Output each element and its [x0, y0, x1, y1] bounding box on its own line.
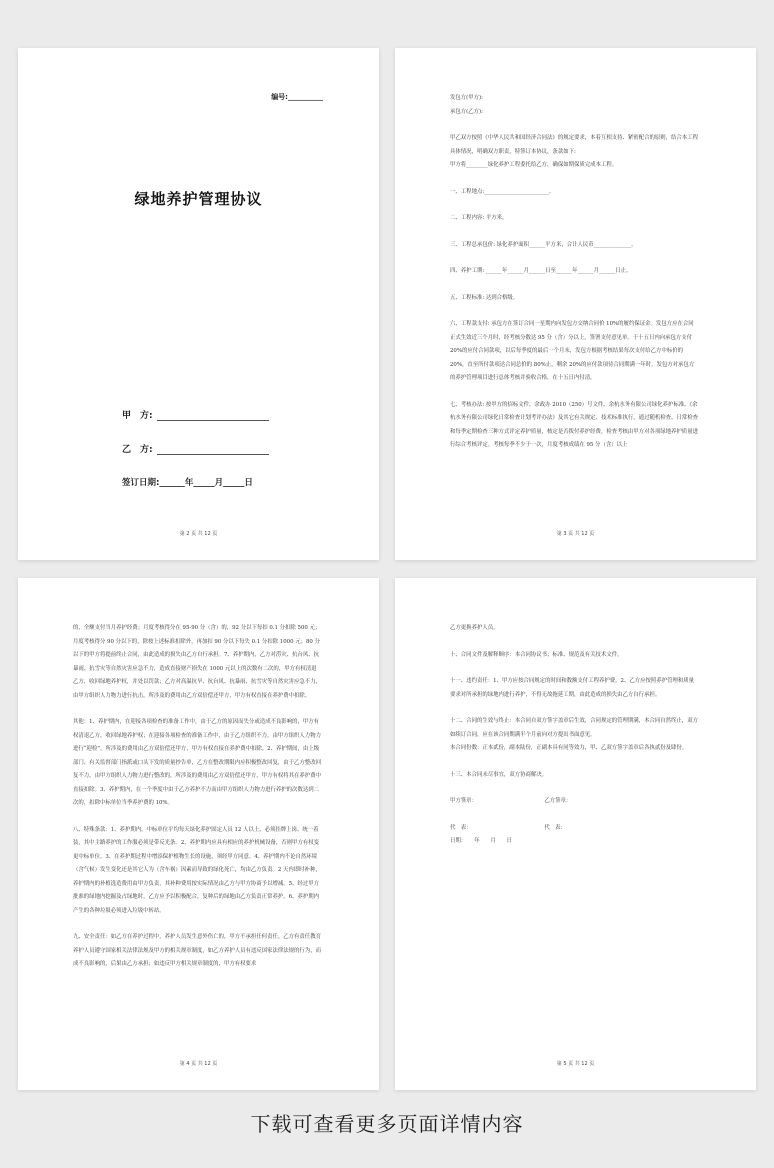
paragraph-gap: [450, 702, 698, 715]
paragraph: 代 表： 代 表：: [450, 824, 566, 831]
paragraph: 四、养护工期: ______年______月______日至______年______月______日止。: [450, 268, 632, 274]
paragraph-gap: [450, 756, 698, 769]
paragraph-gap: [450, 119, 698, 132]
paragraph: 五、工程标准: 达到合格级。: [450, 294, 519, 301]
document-number-label: 编号:__________: [271, 93, 323, 101]
party-a-row: [122, 408, 269, 421]
paragraph: 甲方将________绿化养护工程委托给乙方，确保如期保质完成本工程。: [450, 162, 618, 168]
paragraph: 二、工程内容: 平方米。: [450, 215, 508, 221]
page-body-text: [450, 92, 698, 453]
paragraph: 本合同份数：正本贰份，副本陆份，正副本具有同等效力，甲、乙双方签字盖章后各执贰份及肆份。: [450, 745, 688, 751]
paragraph: 十二、合同的生效与终止：本合同自双方签字盖章后生效，合同规定的管理期满，本合同自然终止，双方如续订合同，应在该合同期满半个月前向对方提出书面意见。: [450, 718, 698, 738]
paragraph: 甲乙双方按照《中华人民共和国经济合同法》的规定要求，本着互相支持、紧密配合的原则，结合本工程具体情况，明确双方职责，特签订本协议，条款如下:: [450, 135, 698, 155]
paragraph-gap: [73, 918, 321, 931]
paragraph: 承包方(乙方):: [450, 108, 483, 115]
download-caption: 下载可查看更多页面详情内容: [250, 1112, 524, 1136]
paragraph: 的，全额支付当月养护经费；月度考核得分在 95-90 分（含）的，92 分以下每扣 0.1 分扣除 500 元；月度考核得分 90 分以下的，除按上述标准扣除外，再加扣 90 分以下每失 0.1 分扣除 1000 元；80 分以下的甲方将提前终止合同，由此造成的损失由乙方自行承担。7、养护期内，乙方对涝灾、抗台风、抗暴雨、抗雪灾等自然灾害应急不力，造成直接财产损失在 1000 元以上的次数有二次的，甲方有权清退乙方，收回绿地养护权，并处以罚款；乙方对高温抗旱、抗台风、抗暴雨、抗雪灾等自然灾害应急不力，由甲方组织人力物力进行抗击，所涉及的费用由乙方双倍偿还甲方，甲方有权直接在养护费中扣除。: [73, 625, 321, 699]
page-footer: 第 3 页 共 12 页: [556, 531, 595, 537]
paragraph-gap: [450, 782, 698, 795]
paragraph: 甲方签章： 乙方签章：: [450, 798, 572, 804]
paragraph-gap: [450, 662, 698, 675]
paragraph-gap: [73, 811, 321, 824]
party-b-signature-line: [157, 444, 269, 455]
document-page-3: [395, 48, 756, 560]
paragraph: 六、工程款支付: 承包方在签订合同一星期内向发包方交纳合同价 10%的履约保证金。发包方应在合同正式生效近三个月时，经考核分数达 95 分（含）分以上，签署支付意见单。于十五日内向承包方支付 20%的应付合同款项，以后每季度的最后一个月末，发包方根据考核结果每次支付给乙方中标价的 20%，直至所付款项达合同总价的 80%止，剩余 20%的应付款项待合同期满一年时，发包方对承包方的养护管理项目进行总体考核并验收合格，在十五日内付清。: [450, 321, 695, 381]
paragraph-gap: [450, 386, 698, 399]
document-page-cover: [18, 48, 379, 560]
paragraph: 十一、违约责任：1、甲方应按合同规定的时间和数额支付工程养护费。2、乙方应按照养护管理和质量要求对所承担的绿地内进行养护，不得无故拖延工期，由此造成的损失由乙方自行承担。: [450, 678, 695, 698]
page-footer: 第 4 页 共 12 页: [179, 1061, 218, 1067]
party-b-row: [122, 442, 269, 455]
paragraph-gap: [450, 279, 698, 292]
paragraph-gap: [450, 226, 698, 239]
paragraph: 发包方(甲方):: [450, 95, 483, 101]
paragraph: 其他：1、养护期内，在迎接各项检查的准备工作中，由于乙方的原因而失分或造成不良影响的，甲方有权清退乙方，收回绿地养护权；在迎接各项检查的准备工作中，由于乙方组织不力，由甲方组织人力物力进行“迎检”，所涉及的费用由乙方双倍偿还甲方，甲方有权直接在养护费中扣除。2、养护期间，由上级部门、有关监督部门指派或口头下发的质量抄告单，乙方在整改期限内应积极整改回复，由于乙方整改回复不力，由甲方组织人力物力进行整改的，所涉及的费用由乙方双倍偿还甲方，甲方有权将其在养护费中直接扣除。3、养护期内，在一个季度中由于乙方养护不力而由甲方组织人力物力进行养护的次数达到二次的，扣除中标单位当季养护费的 10%。: [73, 719, 321, 806]
party-b-label: 乙 方:: [122, 445, 153, 455]
paragraph-gap: [450, 199, 698, 212]
document-page-5: [395, 578, 756, 1090]
paragraph: 八、特殊条款：1、养护期内，中标单位平均每天绿化养护固定人员 12 人以上，必须挂牌上岗、统一着装，其中主路养护的工作服必须是带反光条。2、养护期内应具有相应的养护机械设备，否则甲方有权变更中标单位。3、在养护期过程中增添保护植物生长的设施，须经甲方同意。4、养护期内不论自然环境（含气候）发生变化还是其它人为（含车祸）因素而导致的绿化死亡，均由乙方负责。2 天内即时补种，养护期内的补植选造费用由甲方负责，其补种费用按实际情况由乙方与甲方协商予以增减。5、经过甲方批准的绿地内挖掘及占绿地时，乙方应予以积极配合，复种后的绿地由乙方负责正常养护。6、养护期内产生的各种垃圾必须进入垃圾中转站。: [73, 826, 321, 914]
paragraph-gap: [450, 809, 698, 822]
paragraph-gap: [450, 252, 698, 265]
paragraph-gap: [450, 636, 698, 649]
party-a-signature-line: [157, 410, 269, 421]
paragraph: 乙方更换养护人员。: [450, 625, 499, 631]
paragraph: 九、安全责任：如乙方在养护过程中，养护人员发生意外伤亡的，甲方不承担任何责任。乙方有责任教育养护人员遵守国家相关法律法规及甲方的相关规章制度，如乙方养护人员有违反国家法律法规的行为，而成不良影响的，后果由乙方承担；如违反甲方相关规章制度的，甲方有权要求: [73, 934, 321, 967]
party-a-label: 甲 方:: [122, 411, 153, 421]
paragraph: 十三、本合同未尽事宜，双方协商解决。: [450, 771, 548, 778]
paragraph-gap: [73, 703, 321, 716]
paragraph-gap: [450, 305, 698, 318]
paragraph: 七、考核办法: 按甲方的招标文件，余政办 2010（250）号文件、余杭水务有限公司绿化养护标准、《余杭水务有限公司绿化日常检查计划考评办法》及其它有关规定、技术标准执行，通过随机检查、日常检查和每季定期检查三种方式评定养护质量，核定是否拨付养护经费，检查考核由甲方对各项绿地养护质量进行综合考核评定。考核每季不少于一次，月度考核成绩在 95 分（含）以上: [450, 401, 698, 448]
document-title: 绿地养护管理协议: [134, 190, 263, 208]
page-footer: 第 5 页 共 12 页: [556, 1061, 595, 1067]
sign-date-row: 签订日期:______年_____月_____日: [122, 478, 253, 488]
document-page-4: [18, 578, 379, 1090]
page-body-text: [73, 622, 321, 972]
paragraph: 三、工程总承包价: 绿化养护面积______平方米，合计人民币______________。: [450, 241, 637, 248]
page-body-text: [450, 622, 698, 849]
paragraph: 一、工程地点:________________________。: [450, 188, 555, 195]
paragraph-gap: [450, 173, 698, 186]
paragraph: 十、合同文件及解释顺序：本合同协议书；标准、规范及有关技术文件。: [450, 651, 623, 658]
page-footer: 第 2 页 共 12 页: [179, 531, 218, 537]
paragraph: 日期： 年 月 日: [450, 838, 512, 844]
